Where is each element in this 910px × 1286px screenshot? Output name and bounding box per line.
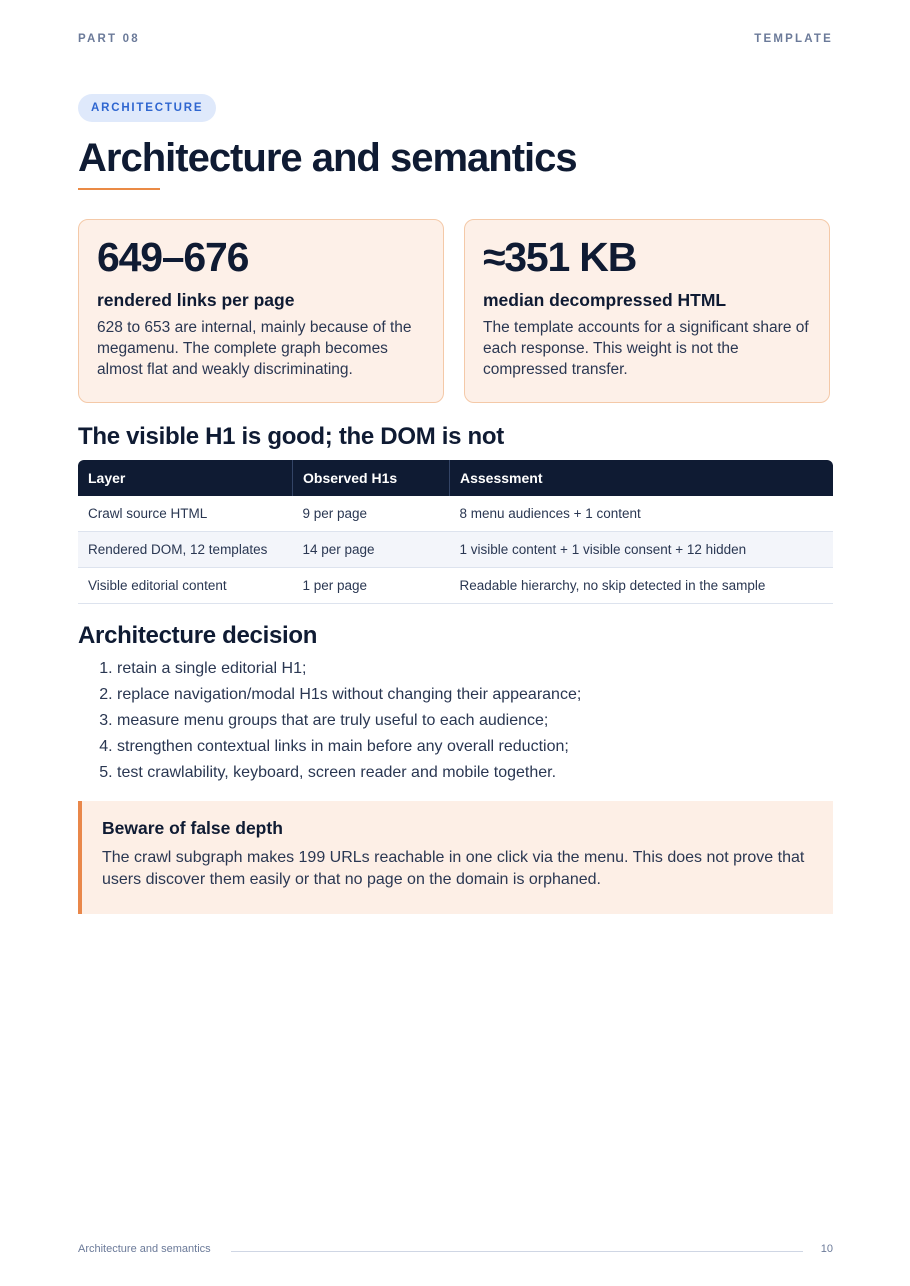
title-underline: [78, 188, 160, 190]
table-row: [78, 532, 833, 568]
page-footer: [78, 1243, 833, 1259]
decision-list: [78, 656, 581, 786]
table-cell: Crawl source HTML: [78, 496, 293, 532]
table-cell: 8 menu audiences + 1 content: [450, 496, 834, 532]
stat-description: 628 to 653 are internal, mainly because of the megamenu. The complete graph becomes almost flat and weakly discriminating.: [97, 319, 412, 378]
stat-card-html-size: [464, 219, 830, 403]
h1-layers-table: [78, 460, 833, 604]
list-item: 5. test crawlability, keyboard, screen reader and mobile together.: [117, 760, 581, 786]
list-item: 4. strengthen contextual links in main before any overall reduction;: [117, 734, 581, 760]
page-title: Architecture and semantics: [78, 136, 577, 180]
report-page: [78, 0, 833, 1286]
table-cell: 1 visible content + 1 visible consent + 12 hidden: [450, 532, 834, 568]
table-cell: 9 per page: [293, 496, 450, 532]
warning-callout: [78, 801, 833, 914]
table-heading: The visible H1 is good; the DOM is not: [78, 423, 504, 450]
table-row: [78, 496, 833, 532]
column-header-assessment: Assessment: [450, 460, 834, 496]
list-item: 3. measure menu groups that are truly useful to each audience;: [117, 708, 581, 734]
stat-value: ≈351 KB: [483, 234, 637, 280]
list-item: 2. replace navigation/modal H1s without changing their appearance;: [117, 682, 581, 708]
list-item: 1. retain a single editorial H1;: [117, 656, 581, 682]
table-header-row: [78, 460, 833, 496]
section-tag: ARCHITECTURE: [78, 94, 216, 122]
footer-section-name: Architecture and semantics: [78, 1243, 211, 1255]
table-cell: 14 per page: [293, 532, 450, 568]
table-row: [78, 568, 833, 604]
column-header-observed: Observed H1s: [293, 460, 450, 496]
callout-body: The crawl subgraph makes 199 URLs reachable in one click via the menu. This does not prove that users discover them easily or that no page on the domain is orphaned.: [102, 849, 805, 888]
stat-label: rendered links per page: [97, 290, 295, 310]
page-number: 10: [820, 1243, 833, 1255]
decision-heading: Architecture decision: [78, 622, 318, 649]
stat-description: The template accounts for a significant share of each response. This weight is not the compressed transfer.: [483, 319, 809, 378]
part-label: PART 08: [78, 33, 140, 45]
footer-divider: [231, 1251, 803, 1252]
stat-label: median decompressed HTML: [483, 290, 727, 310]
callout-title: Beware of false depth: [102, 818, 283, 838]
stat-card-links: [78, 219, 444, 403]
table-cell: Readable hierarchy, no skip detected in the sample: [450, 568, 834, 604]
stat-value: 649–676: [97, 234, 249, 280]
template-label: TEMPLATE: [754, 33, 833, 45]
table-cell: Rendered DOM, 12 templates: [78, 532, 293, 568]
table-cell: 1 per page: [293, 568, 450, 604]
top-bar: [78, 33, 833, 49]
column-header-layer: Layer: [78, 460, 293, 496]
table-cell: Visible editorial content: [78, 568, 293, 604]
